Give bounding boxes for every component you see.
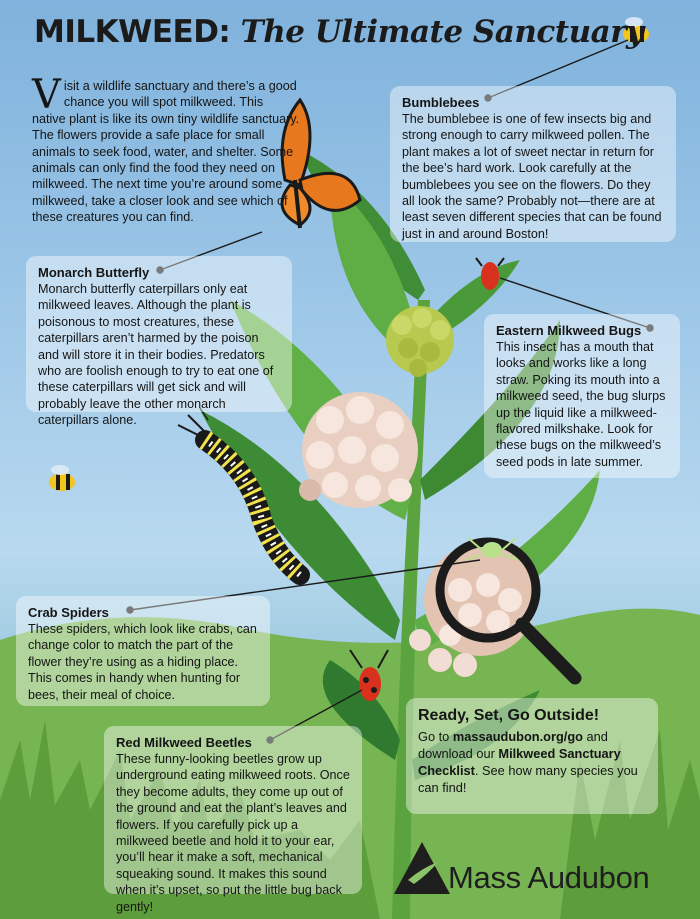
red-beetles-heading: Red Milkweed Beetles xyxy=(116,735,252,750)
intro-dropcap: V xyxy=(32,72,61,118)
cta-line1-post: and download our xyxy=(418,729,608,761)
logo-text: Mass Audubon xyxy=(448,860,650,895)
milkweed-bugs-box xyxy=(484,314,680,478)
crab-spiders-text: These spiders, which look like crabs, can change color to match the part of the flower they’re using as a hiding place. This comes in handy when hunting for bees, their meal of choice. xyxy=(28,622,257,702)
title-main: MILKWEED: xyxy=(34,14,231,50)
red-beetles-text: These funny-looking beetles grow up underground eating milkweed roots. Once they become adults, they come up out of the ground and eat the plant’s leaves and flowers. If you carefully pick up a milkweed beetle and hold it to your ear, you’ll hear it make a soft, mechanical squeaking sound. It makes this sound when it’s upset, so put the little bug back gently! xyxy=(116,752,350,914)
bumblebees-heading: Bumblebees xyxy=(402,95,480,110)
cta-line2: . See how many species you can find! xyxy=(418,763,638,795)
audubon-triangle-icon xyxy=(392,838,452,898)
red-beetles-box xyxy=(104,726,362,914)
call-to-action-box xyxy=(406,698,658,814)
cta-url-link[interactable]: massaudubon.org/go xyxy=(452,729,583,744)
crab-spiders-box xyxy=(16,596,270,706)
milkweed-bugs-text: This insect has a mouth that looks and works like a long straw. Poking its mouth into a milkweed seed, the bug slurps up the liquid like a milkweed-flavored milkshake. Look for these bugs on the milkweed’s seed pods in late summer. xyxy=(496,340,666,469)
cta-text xyxy=(418,728,646,796)
page-title xyxy=(34,14,674,50)
flower-bud-cluster xyxy=(386,306,454,377)
mass-audubon-logo xyxy=(392,838,692,908)
bumblebees-box xyxy=(390,86,676,242)
title-script: The Ultimate Sanctuary xyxy=(240,14,644,50)
milkweed-bugs-heading: Eastern Milkweed Bugs xyxy=(496,323,642,338)
intro-paragraph xyxy=(32,72,300,226)
bumblebees-text: The bumblebee is one of few insects big and strong enough to carry milkweed pollen. The plant makes a lot of sweet nectar in return for the bee’s hard work. Look carefully at the bumblebees you see on the flowers. Do they all look the same? Probably not—there are at least seven different species that can be found just in and around Boston! xyxy=(402,112,662,241)
cta-line1-pre: Go to xyxy=(418,729,453,744)
monarch-text: Monarch butterfly caterpillars only eat milkweed leaves. Although the plant is poisonous to most creatures, these caterpillars aren’t harmed by the poison and will store it in their bodies. Predators who are foolish enough to try to eat one of these caterpillars will get sick and will probably leave the other monarch caterpillars alone. xyxy=(38,282,274,428)
monarch-heading: Monarch Butterfly xyxy=(38,265,150,280)
crab-spiders-heading: Crab Spiders xyxy=(28,605,109,620)
cta-checklist: Milkweed Sanctuary Checklist xyxy=(418,746,621,778)
cta-heading: Ready, Set, Go Outside! xyxy=(418,707,600,724)
intro-text: isit a wildlife sanctuary and there’s a good chance you will spot milkweed. This native plant is like its own tiny wildlife sanctuary. The flowers provide a safe place for small animals to seek food, water, and shelter. Some animals can only find the food they need on milkweed. The next time you’re around some milkweed, take a closer look and see which of these creatures you can find. xyxy=(32,79,300,225)
monarch-box xyxy=(26,256,292,428)
bumblebee-left xyxy=(49,465,75,491)
